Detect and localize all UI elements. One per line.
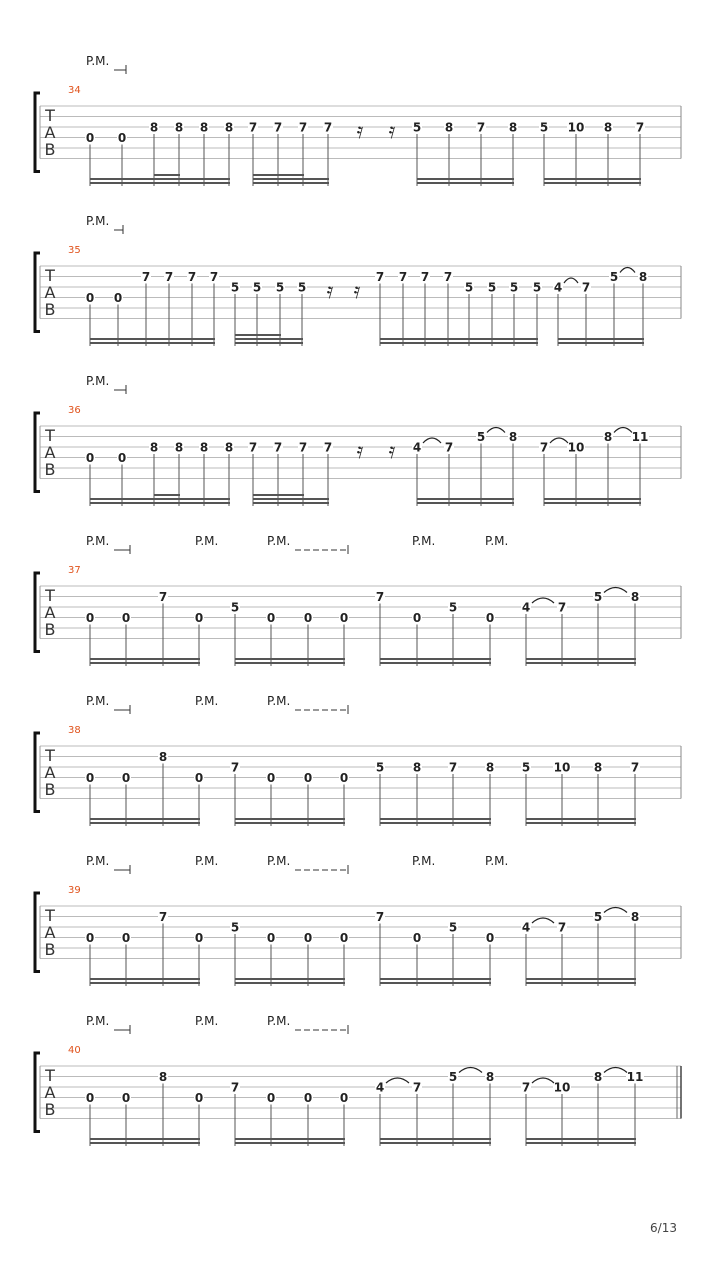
note-beam	[526, 978, 636, 980]
fret-number: 7	[187, 270, 197, 284]
measure-number: 37	[68, 565, 81, 576]
fret-number: 8	[593, 760, 603, 775]
fret-number: 0	[412, 611, 422, 625]
note-beam-extra	[235, 334, 281, 336]
note-beam	[90, 502, 230, 504]
fret-number: 0	[85, 931, 95, 945]
tab-clef-letter: B	[44, 300, 56, 319]
note-beam	[90, 982, 200, 984]
note-beam	[235, 982, 345, 984]
note-beam	[526, 1142, 636, 1144]
fret-number: 11	[631, 430, 649, 444]
fret-number: 0	[303, 931, 313, 945]
tie-arc	[532, 918, 554, 923]
note-beam	[235, 978, 345, 980]
note-beam-extra	[154, 494, 180, 496]
fret-number: 5	[464, 280, 474, 295]
note-beam	[544, 502, 641, 504]
rest-symbol: 𝄿	[326, 279, 334, 304]
note-beam	[526, 1138, 636, 1140]
fret-number: 7	[230, 760, 240, 775]
note-beam	[417, 178, 514, 180]
fret-number: 0	[121, 931, 131, 945]
fret-number: 8	[444, 120, 454, 135]
fret-number: 8	[158, 750, 168, 764]
note-beam	[380, 822, 491, 824]
fret-number: 4	[553, 280, 563, 295]
fret-number: 0	[85, 291, 95, 305]
note-beam	[90, 662, 200, 664]
palm-mute-label: P.M.	[485, 534, 509, 548]
fret-number: 7	[521, 1080, 531, 1095]
note-beam	[417, 502, 514, 504]
note-beam	[380, 818, 491, 820]
note-beam	[235, 338, 303, 340]
note-beam	[380, 982, 491, 984]
measure-number: 36	[68, 405, 81, 416]
fret-number: 7	[209, 270, 219, 284]
fret-number: 5	[448, 1070, 458, 1084]
measure-number: 40	[68, 1045, 81, 1056]
tab-clef-letter: B	[44, 1100, 56, 1119]
note-beam	[90, 1142, 200, 1144]
fret-number: 8	[508, 430, 518, 444]
note-beam	[544, 182, 641, 184]
note-beam	[235, 1142, 345, 1144]
note-beam	[90, 818, 200, 820]
fret-number: 7	[230, 1080, 240, 1095]
note-beam	[380, 978, 491, 980]
palm-mute-label: P.M.	[86, 534, 110, 548]
note-beam	[253, 498, 329, 500]
fret-number: 7	[581, 280, 591, 295]
fret-number: 0	[266, 1091, 276, 1105]
fret-number: 7	[298, 440, 308, 455]
fret-number: 7	[443, 270, 453, 284]
palm-mute-label: P.M.	[195, 534, 219, 548]
tab-clef-letter: B	[44, 620, 56, 639]
palm-mute-label: P.M.	[267, 1014, 291, 1028]
tab-clef-letter: T	[45, 746, 55, 765]
fret-number: 0	[339, 1091, 349, 1105]
fret-number: 0	[113, 291, 123, 305]
tie-arc	[532, 1078, 554, 1083]
tab-clef-letter: T	[45, 586, 55, 605]
note-beam	[558, 342, 644, 344]
tab-clef-letter: B	[44, 460, 56, 479]
note-beam	[417, 498, 514, 500]
fret-number: 8	[158, 1070, 168, 1084]
fret-number: 7	[273, 120, 283, 135]
fret-number: 7	[398, 270, 408, 284]
tie-arc	[459, 1068, 482, 1073]
fret-number: 5	[230, 920, 240, 935]
system-bracket	[35, 1053, 40, 1132]
fret-number: 7	[164, 270, 174, 284]
fret-number: 8	[638, 270, 648, 284]
note-beam-extra	[253, 174, 304, 176]
palm-mute-label: P.M.	[485, 854, 509, 868]
fret-number: 8	[174, 440, 184, 455]
fret-number: 0	[339, 931, 349, 945]
fret-number: 0	[339, 611, 349, 625]
tab-clef-letter: A	[44, 283, 56, 302]
palm-mute-label: P.M.	[267, 854, 291, 868]
fret-number: 0	[85, 771, 95, 785]
fret-number: 7	[248, 440, 258, 455]
tab-clef-letter: A	[44, 443, 56, 462]
fret-number: 10	[567, 440, 585, 455]
fret-number: 0	[303, 771, 313, 785]
palm-mute-label: P.M.	[412, 854, 436, 868]
fret-number: 0	[194, 771, 204, 785]
rest-symbol: 𝄿	[356, 119, 364, 144]
fret-number: 5	[521, 760, 531, 775]
fret-number: 7	[448, 760, 458, 775]
note-beam	[526, 818, 636, 820]
note-beam	[380, 338, 538, 340]
tie-arc	[532, 598, 554, 603]
fret-number: 4	[521, 920, 531, 935]
fret-number: 5	[297, 280, 307, 295]
tab-clef-letter: B	[44, 940, 56, 959]
fret-number: 8	[199, 120, 209, 135]
note-beam	[417, 182, 514, 184]
fret-number: 0	[194, 1091, 204, 1105]
system-bracket	[35, 413, 40, 492]
note-beam	[90, 338, 215, 340]
palm-mute-label: P.M.	[86, 694, 110, 708]
tab-clef-letter: T	[45, 906, 55, 925]
fret-number: 7	[248, 120, 258, 135]
fret-number: 8	[603, 120, 613, 135]
system-bracket	[35, 573, 40, 652]
fret-number: 11	[626, 1070, 644, 1084]
note-beam	[558, 338, 644, 340]
fret-number: 0	[117, 131, 127, 145]
note-beam	[544, 498, 641, 500]
note-beam	[380, 662, 491, 664]
fret-number: 7	[539, 440, 549, 455]
tab-clef-letter: A	[44, 603, 56, 622]
tie-arc	[386, 1078, 409, 1083]
fret-number: 0	[303, 611, 313, 625]
note-beam-extra	[154, 174, 180, 176]
fret-number: 7	[323, 120, 333, 135]
fret-number: 5	[448, 920, 458, 935]
fret-number: 8	[508, 120, 518, 135]
fret-number: 0	[485, 611, 495, 625]
note-beam	[253, 502, 329, 504]
tie-arc	[604, 588, 627, 593]
fret-number: 10	[567, 120, 585, 135]
palm-mute-label: P.M.	[267, 534, 291, 548]
tab-clef-letter: T	[45, 1066, 55, 1085]
palm-mute-label: P.M.	[267, 694, 291, 708]
fret-number: 0	[412, 931, 422, 945]
fret-number: 0	[194, 931, 204, 945]
note-beam	[235, 1138, 345, 1140]
rest-symbol: 𝄿	[356, 439, 364, 464]
tie-arc	[620, 268, 635, 273]
fret-number: 7	[158, 910, 168, 924]
fret-number: 0	[85, 1091, 95, 1105]
fret-number: 8	[224, 120, 234, 135]
fret-number: 10	[553, 1080, 571, 1095]
note-beam	[235, 822, 345, 824]
system-bracket	[35, 893, 40, 972]
fret-number: 0	[303, 1091, 313, 1105]
tie-arc	[564, 278, 578, 283]
fret-number: 5	[412, 120, 422, 135]
rest-symbol: 𝄿	[388, 439, 396, 464]
fret-number: 5	[609, 270, 619, 284]
fret-number: 0	[485, 931, 495, 945]
note-beam	[235, 662, 345, 664]
page-number: 6/13	[650, 1221, 677, 1235]
fret-number: 5	[448, 600, 458, 615]
fret-number: 7	[375, 270, 385, 284]
measure-number: 38	[68, 725, 81, 736]
fret-number: 0	[194, 611, 204, 625]
fret-number: 7	[375, 590, 385, 604]
note-beam	[90, 1138, 200, 1140]
note-beam	[90, 658, 200, 660]
palm-mute-label: P.M.	[412, 534, 436, 548]
tie-arc	[550, 438, 568, 443]
note-beam	[90, 822, 200, 824]
note-beam	[90, 182, 230, 184]
note-beam	[235, 342, 303, 344]
palm-mute-label: P.M.	[86, 854, 110, 868]
fret-number: 5	[593, 910, 603, 924]
note-beam	[526, 982, 636, 984]
fret-number: 7	[444, 440, 454, 455]
palm-mute-label: P.M.	[86, 1014, 110, 1028]
tab-clef-letter: A	[44, 1083, 56, 1102]
palm-mute-label: P.M.	[86, 54, 110, 68]
note-beam	[380, 342, 538, 344]
note-beam	[380, 1142, 491, 1144]
fret-number: 7	[630, 760, 640, 775]
palm-mute-label: P.M.	[86, 374, 110, 388]
note-beam	[235, 818, 345, 820]
fret-number: 5	[252, 280, 262, 295]
tab-clef-letter: T	[45, 426, 55, 445]
fret-number: 5	[532, 280, 542, 295]
tab-clef-letter: T	[45, 266, 55, 285]
fret-number: 7	[420, 270, 430, 284]
tab-clef-letter: A	[44, 763, 56, 782]
fret-number: 0	[121, 611, 131, 625]
fret-number: 8	[149, 120, 159, 135]
tie-arc	[423, 438, 441, 443]
fret-number: 0	[339, 771, 349, 785]
fret-number: 8	[224, 440, 234, 455]
tie-arc	[604, 908, 627, 913]
palm-mute-label: P.M.	[195, 694, 219, 708]
fret-number: 0	[85, 131, 95, 145]
tie-arc	[604, 1068, 627, 1073]
fret-number: 5	[476, 430, 486, 444]
tab-clef-letter: B	[44, 140, 56, 159]
rest-symbol: 𝄿	[388, 119, 396, 144]
fret-number: 8	[485, 1070, 495, 1084]
fret-number: 8	[149, 440, 159, 455]
fret-number: 7	[476, 120, 486, 135]
note-beam	[526, 662, 636, 664]
fret-number: 5	[230, 600, 240, 615]
fret-number: 7	[557, 920, 567, 935]
note-beam	[90, 342, 215, 344]
fret-number: 7	[298, 120, 308, 135]
fret-number: 8	[603, 430, 613, 444]
note-beam	[90, 498, 230, 500]
fret-number: 5	[539, 120, 549, 135]
note-beam	[253, 178, 329, 180]
fret-number: 0	[266, 611, 276, 625]
fret-number: 4	[375, 1080, 385, 1095]
fret-number: 8	[485, 760, 495, 775]
fret-number: 8	[630, 590, 640, 604]
note-beam	[90, 178, 230, 180]
note-beam	[526, 658, 636, 660]
tab-clef-letter: B	[44, 780, 56, 799]
measure-number: 35	[68, 245, 81, 256]
fret-number: 5	[593, 590, 603, 604]
fret-number: 0	[121, 1091, 131, 1105]
note-beam	[90, 978, 200, 980]
measure-number: 39	[68, 885, 81, 896]
fret-number: 4	[521, 600, 531, 615]
tie-arc	[614, 428, 632, 433]
fret-number: 0	[266, 771, 276, 785]
fret-number: 7	[141, 270, 151, 284]
fret-number: 5	[487, 280, 497, 295]
fret-number: 7	[635, 120, 645, 135]
note-beam	[526, 822, 636, 824]
fret-number: 7	[158, 590, 168, 604]
fret-number: 8	[412, 760, 422, 775]
fret-number: 8	[199, 440, 209, 455]
fret-number: 5	[375, 760, 385, 775]
fret-number: 7	[375, 910, 385, 924]
fret-number: 8	[593, 1070, 603, 1084]
note-beam	[253, 182, 329, 184]
measure-number: 34	[68, 85, 81, 96]
palm-mute-label: P.M.	[195, 1014, 219, 1028]
fret-number: 10	[553, 760, 571, 775]
fret-number: 0	[85, 451, 95, 465]
fret-number: 0	[85, 611, 95, 625]
fret-number: 7	[323, 440, 333, 455]
note-beam-extra	[253, 494, 304, 496]
fret-number: 7	[273, 440, 283, 455]
fret-number: 4	[412, 440, 422, 455]
fret-number: 5	[509, 280, 519, 295]
rest-symbol: 𝄿	[353, 279, 361, 304]
system-bracket	[35, 253, 40, 332]
tab-clef-letter: A	[44, 123, 56, 142]
note-beam	[380, 1138, 491, 1140]
fret-number: 8	[630, 910, 640, 924]
fret-number: 0	[117, 451, 127, 465]
note-beam	[235, 658, 345, 660]
system-bracket	[35, 93, 40, 172]
palm-mute-label: P.M.	[86, 214, 110, 228]
tab-clef-letter: A	[44, 923, 56, 942]
fret-number: 5	[275, 280, 285, 295]
fret-number: 7	[557, 600, 567, 615]
fret-number: 5	[230, 280, 240, 295]
note-beam	[544, 178, 641, 180]
system-bracket	[35, 733, 40, 812]
palm-mute-label: P.M.	[195, 854, 219, 868]
tab-clef-letter: T	[45, 106, 55, 125]
fret-number: 0	[266, 931, 276, 945]
tie-arc	[487, 428, 505, 433]
note-beam	[380, 658, 491, 660]
fret-number: 0	[121, 771, 131, 785]
fret-number: 8	[174, 120, 184, 135]
fret-number: 7	[412, 1080, 422, 1095]
